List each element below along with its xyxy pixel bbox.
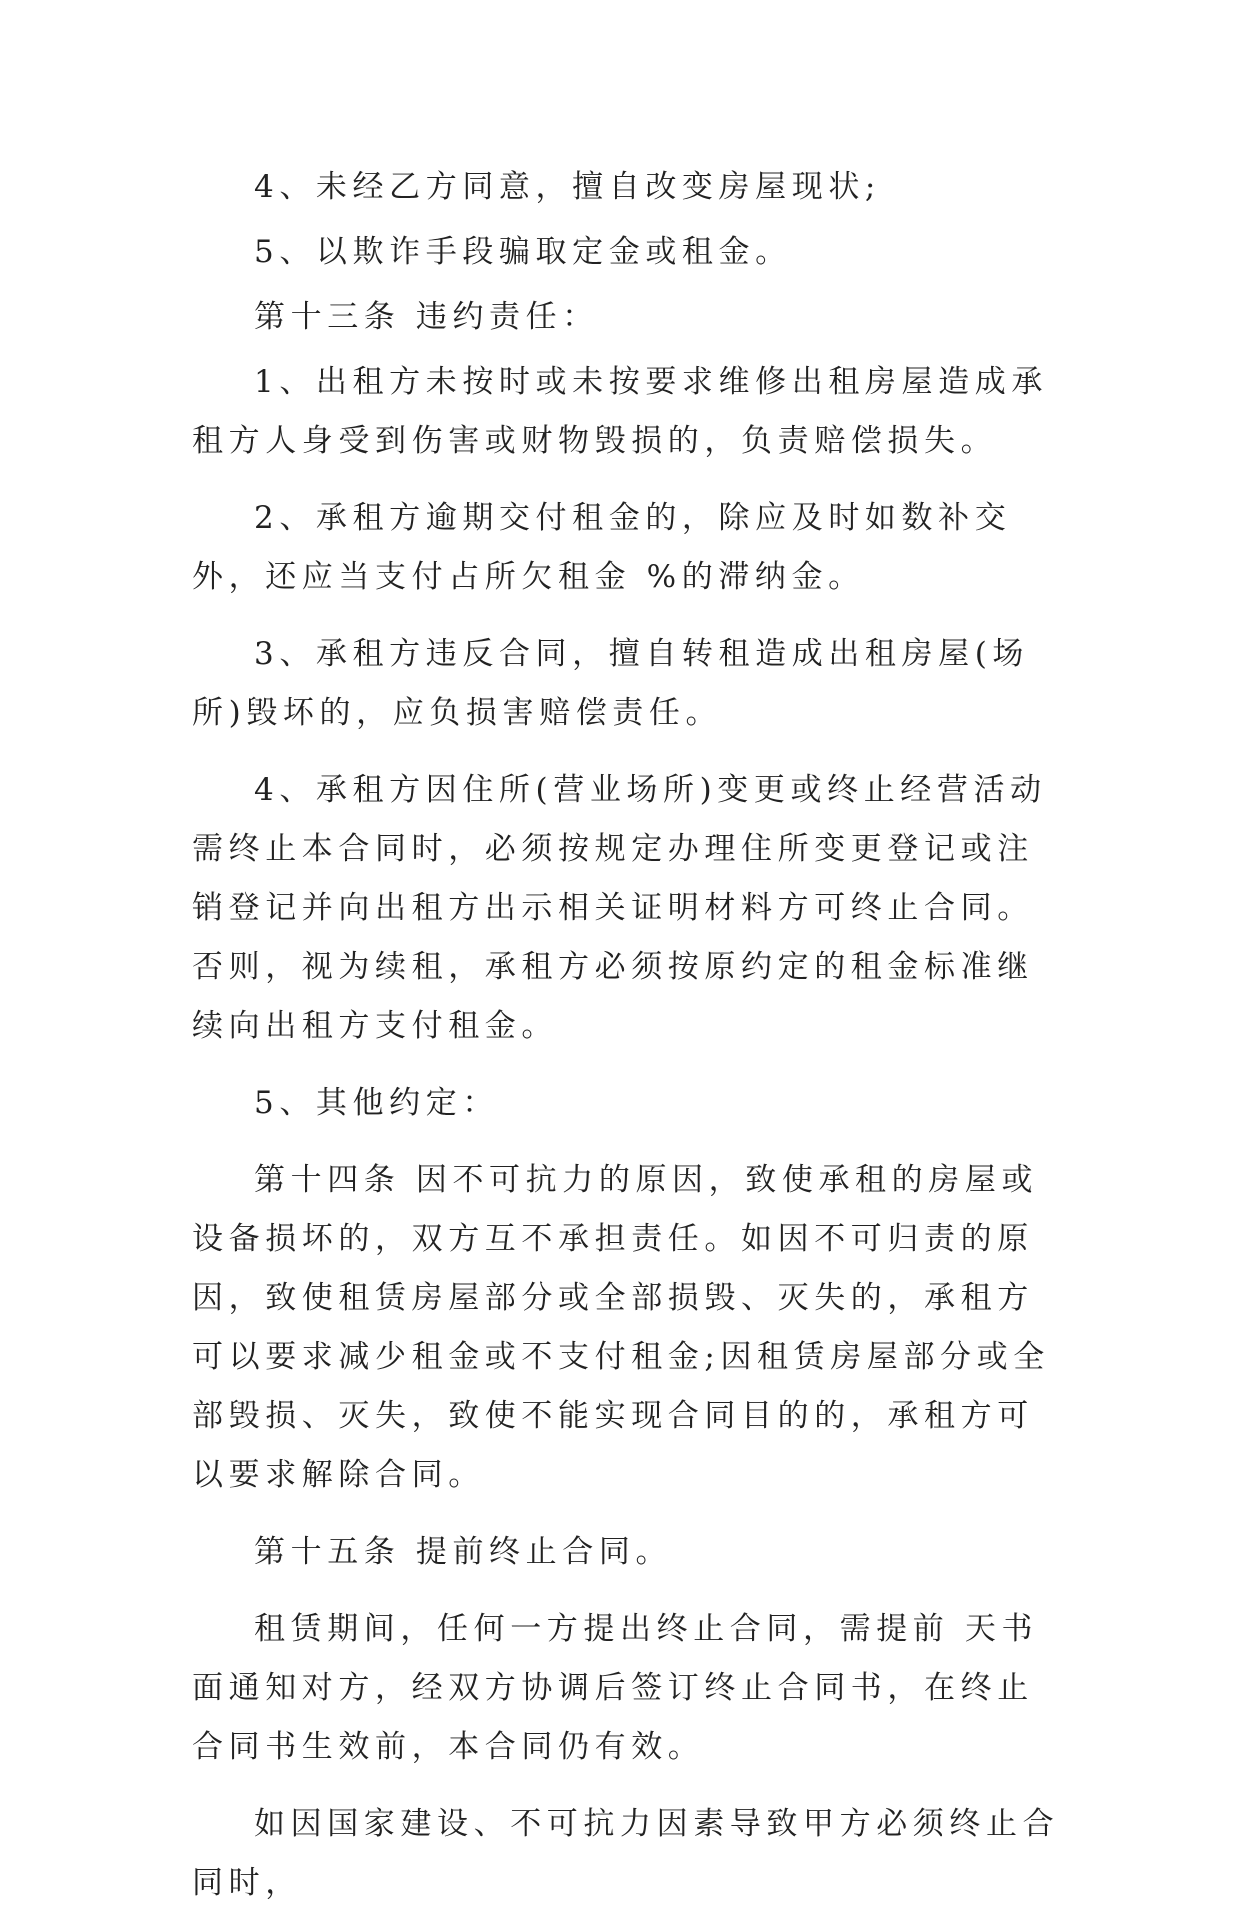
article-13-heading: 第十三条 违约责任： xyxy=(254,299,599,335)
paragraph-liability-2: 2、承租方逾期交付租金的，除应及时如数补交外，还应当支付占所欠租金 %的滞纳金。 xyxy=(192,500,1012,595)
paragraph-item-5-fraud: 5、以欺诈手段骗取定金或租金。 xyxy=(254,234,792,270)
paragraph-liability-5: 5、其他约定： xyxy=(254,1085,499,1121)
paragraph-national-construction: 如因国家建设、不可抗力因素导致甲方必须终止合同时， xyxy=(192,1806,1060,1901)
article-15-heading: 第十五条 提前终止合同。 xyxy=(254,1534,673,1570)
paragraph-liability-1: 1、出租方未按时或未按要求维修出租房屋造成承租方人身受到伤害或财物毁损的，负责赔偿损失。 xyxy=(192,364,1048,459)
paragraph-liability-3: 3、承租方违反合同，擅自转租造成出租房屋(场所)毁坏的，应负损害赔偿责任。 xyxy=(192,636,1030,731)
paragraph-liability-4: 4、承租方因住所(营业场所)变更或终止经营活动需终止本合同时，必须按规定办理住所变更登记或注销登记并向出租方出示相关证明材料方可终止合同。否则，视为续租，承租方必须按原约定的租金标准继续向出租方支付租金。 xyxy=(192,772,1047,1044)
document-body xyxy=(192,158,1062,1931)
paragraph-early-termination: 租赁期间，任何一方提出终止合同，需提前 天书面通知对方，经双方协调后签订终止合同书，在终止合同书生效前，本合同仍有效。 xyxy=(192,1611,1039,1765)
article-14-paragraph: 第十四条 因不可抗力的原因，致使承租的房屋或设备损坏的，双方互不承担责任。如因不可归责的原因，致使租赁房屋部分或全部损毁、灭失的，承租方可以要求减少租金或不支付租金;因租赁房屋部分或全部毁损、灭失，致使不能实现合同目的的，承租方可以要求解除合同。 xyxy=(192,1162,1050,1493)
paragraph-item-4-no-alteration: 4、未经乙方同意，擅自改变房屋现状; xyxy=(254,169,881,205)
